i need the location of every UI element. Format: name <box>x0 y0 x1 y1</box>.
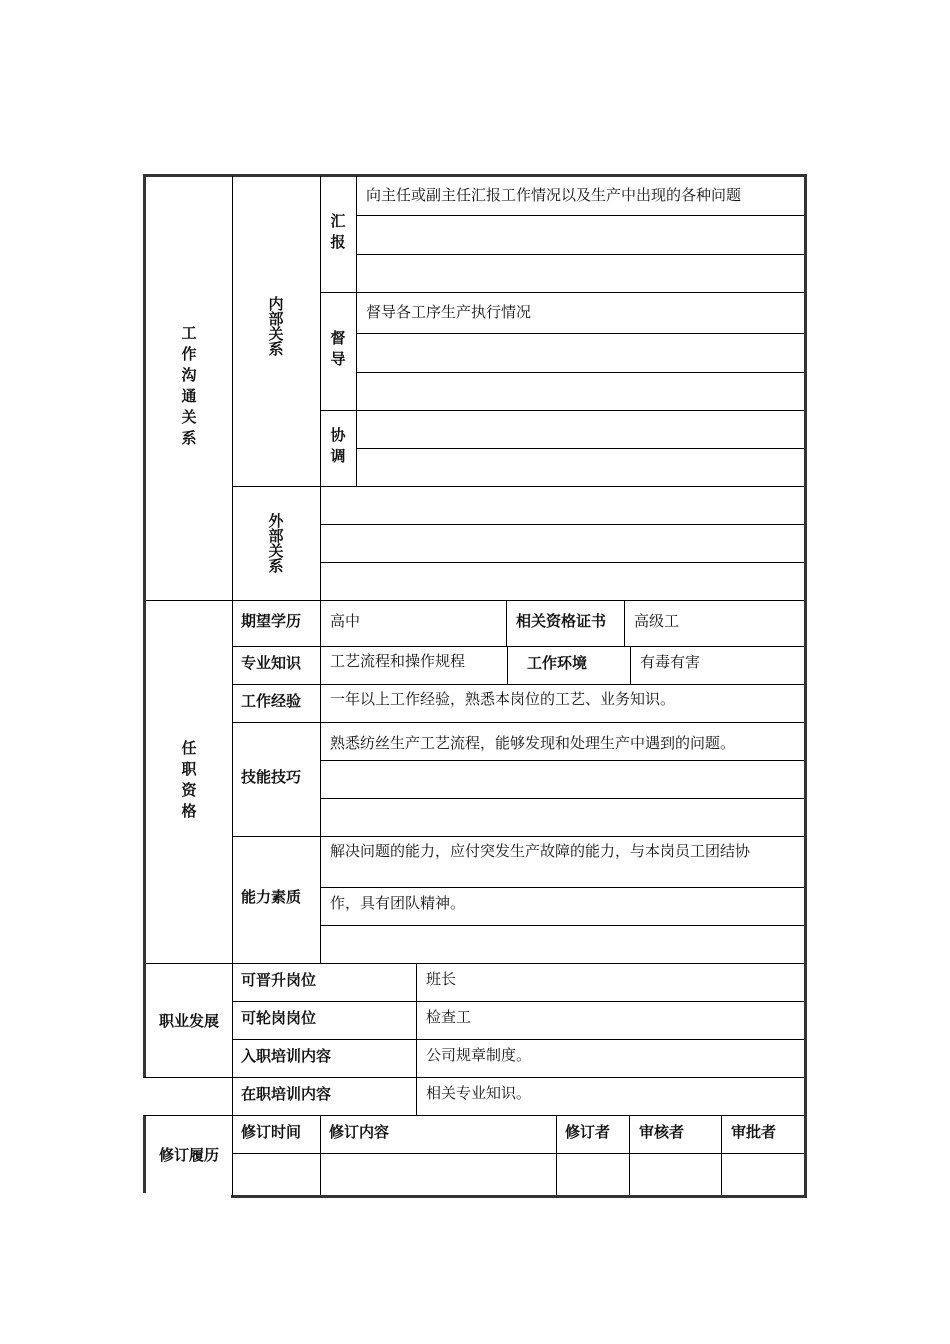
section-communication <box>146 176 232 600</box>
revision-header-reviser: 修订者 <box>565 1123 611 1141</box>
experience-label: 工作经验 <box>241 692 302 710</box>
revision-header-time: 修订时间 <box>241 1123 302 1141</box>
coordinate-cell <box>320 410 356 486</box>
report-cell <box>320 176 356 292</box>
environment-label: 工作环境 <box>527 654 588 672</box>
revision-header-reviewer: 审核者 <box>639 1123 685 1141</box>
knowledge-label: 专业知识 <box>241 654 302 672</box>
knowledge-value: 工艺流程和操作规程 <box>330 652 466 670</box>
ability-line1: 解决问题的能力，应付突发生产故障的能力，与本岗员工团结协 <box>330 842 751 860</box>
skills-value: 熟悉纺丝生产工艺流程，能够发现和处理生产中遇到的问题。 <box>330 734 736 752</box>
supervise-cell <box>320 292 356 410</box>
revision-header-content: 修订内容 <box>329 1123 390 1141</box>
skills-label: 技能技巧 <box>241 768 302 786</box>
external-relations <box>232 486 320 600</box>
promotion-value: 班长 <box>426 970 457 988</box>
revision-header-approver: 审批者 <box>731 1123 777 1141</box>
supervise-text: 督导各工序生产执行情况 <box>366 303 532 321</box>
external-relations-label: 外部关系 <box>266 513 285 573</box>
coordinate-label: 协调 <box>328 427 347 469</box>
section-career <box>146 963 232 1077</box>
education-label: 期望学历 <box>241 612 302 630</box>
onboarding-label: 入职培训内容 <box>241 1047 332 1065</box>
certificate-label: 相关资格证书 <box>516 612 607 630</box>
section-communication-label: 工作沟通关系 <box>179 325 198 451</box>
inservice-label: 在职培训内容 <box>241 1085 332 1103</box>
ability-label: 能力素质 <box>241 888 302 906</box>
section-career-label: 职业发展 <box>158 1011 219 1030</box>
ability-line2: 作，具有团队精神。 <box>330 894 466 912</box>
rotation-label: 可轮岗岗位 <box>241 1009 317 1027</box>
onboarding-value: 公司规章制度。 <box>426 1046 532 1064</box>
section-revision <box>146 1116 232 1193</box>
report-label: 汇报 <box>328 213 347 255</box>
rotation-value: 检查工 <box>426 1008 472 1026</box>
section-qualifications <box>146 600 232 963</box>
section-revision-label: 修订履历 <box>158 1146 219 1164</box>
internal-relations-label: 内部关系 <box>266 296 285 356</box>
section-qualifications-label: 任职资格 <box>179 739 198 824</box>
supervise-label: 督导 <box>328 330 347 372</box>
education-value: 高中 <box>330 612 361 630</box>
experience-value: 一年以上工作经验，熟悉本岗位的工艺、业务知识。 <box>330 690 676 708</box>
inservice-value: 相关专业知识。 <box>426 1084 532 1102</box>
certificate-value: 高级工 <box>634 612 680 630</box>
report-text: 向主任或副主任汇报工作情况以及生产中出现的各种问题 <box>366 186 742 204</box>
internal-relations <box>232 176 320 486</box>
environment-value: 有毒有害 <box>640 653 701 671</box>
promotion-label: 可晋升岗位 <box>241 971 317 989</box>
